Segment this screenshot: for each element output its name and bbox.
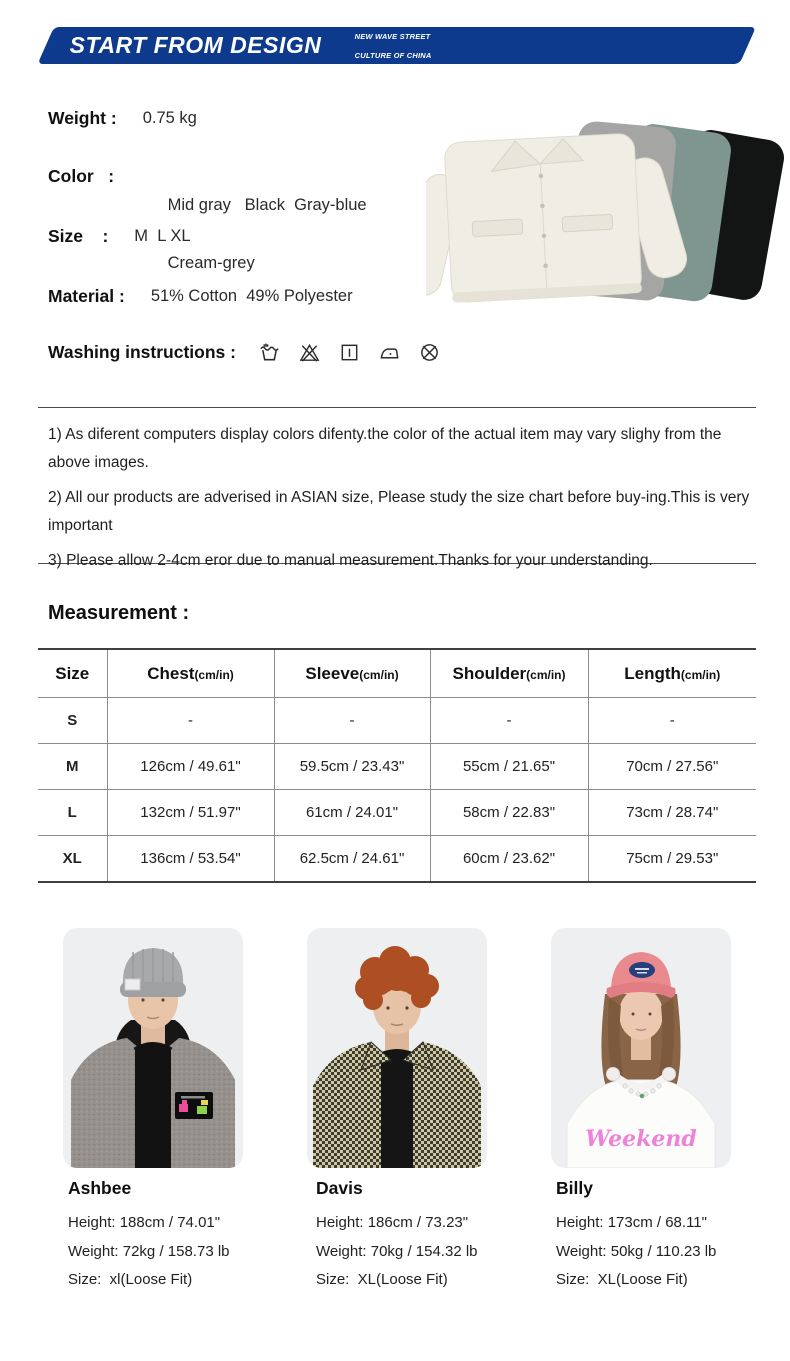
header-banner [38,27,756,64]
cell-shoulder: 55cm / 21.65" [430,744,588,790]
cell-chest: 132cm / 51.97" [107,790,274,836]
model-weight: Weight: 50kg / 110.23 lb [556,1242,717,1260]
measurement-heading: Measurement : [48,602,190,624]
model-name: Ashbee [68,1178,132,1198]
model-size: Size: XL(Loose Fit) [316,1271,448,1288]
note-item-2: 2) All our products are adverised in ASIAN size, Please study the size chart before buy-ing.This is very important [48,489,750,534]
model-photo-davis [307,928,487,1168]
model-photo-ashbee [63,928,243,1168]
cell-length: 75cm / 29.53" [588,836,756,883]
cell-size: L [38,790,107,836]
cell-shoulder: 58cm / 22.83" [430,790,588,836]
color-value-line2: Cream-grey [167,254,255,272]
model-height: Height: 186cm / 73.23" [316,1214,469,1231]
jackets-product-image [426,112,790,314]
cell-chest: 136cm / 53.54" [107,836,274,883]
header-banner-content [46,22,432,70]
cell-length: 70cm / 27.56" [588,744,756,790]
banner-subtitle-line1: NEW WAVE STREET [354,31,431,41]
do-not-dry-clean-icon [418,341,441,364]
model-height: Height: 173cm / 68.11" [556,1214,707,1231]
do-not-bleach-icon [298,341,321,364]
material-value: 51% Cotton 49% Polyester [150,287,353,305]
model-height: Height: 188cm / 74.01" [68,1214,221,1231]
col-header-length: Length(cm/in) [588,649,756,698]
table-row [38,744,756,790]
beanie [120,948,186,997]
size-label: Size : [48,226,109,246]
iron-icon [378,341,401,364]
cell-sleeve: - [274,698,430,744]
cell-shoulder: - [430,698,588,744]
measurement-table [38,648,756,883]
banner-subtitle [336,22,431,70]
cell-shoulder: 60cm / 23.62" [430,836,588,883]
washing-label: Washing instructions : [48,342,236,362]
material-row [48,284,353,311]
table-row [38,698,756,744]
cell-sleeve: 61cm / 24.01" [274,790,430,836]
pink-cap [607,952,676,998]
material-label: Material : [48,286,125,306]
beanie-label [125,979,140,990]
banner-subtitle-line2: CULTURE OF CHINA [354,50,432,60]
model-photo-billy [551,928,731,1168]
cell-sleeve: 59.5cm / 23.43" [274,744,430,790]
table-header-row [38,649,756,698]
shirt-text: Weekend [585,1126,697,1152]
cell-size: M [38,744,107,790]
cell-length: - [588,698,756,744]
size-row [48,224,191,251]
col-header-shoulder: Shoulder(cm/in) [430,649,588,698]
washing-icons [258,341,441,364]
model-name: Billy [556,1178,593,1198]
banner-title: START FROM DESIGN [69,32,322,58]
washing-row [48,340,441,364]
hand-wash-icon [258,341,281,364]
note-item-1: 1) As diferent computers display colors difenty.the color of the actual item may vary slighy from the above images. [48,426,722,471]
model-size: Size: XL(Loose Fit) [556,1271,688,1288]
weight-value: 0.75 kg [142,109,197,127]
drip-dry-icon [338,341,361,364]
color-value-line1: Mid gray Black Gray-blue [167,196,367,214]
table-row [38,836,756,883]
white-tee [567,1080,715,1168]
cell-chest: - [107,698,274,744]
weight-label: Weight : [48,108,117,128]
notes-box [38,407,756,569]
cell-chest: 126cm / 49.61" [107,744,274,790]
model-info-davis [316,1178,556,1295]
col-header-sleeve: Sleeve(cm/in) [274,649,430,698]
face [619,988,663,1040]
model-weight: Weight: 72kg / 158.73 lb [68,1242,230,1260]
size-value: M L XL [134,227,191,245]
cell-size: XL [38,836,107,883]
model-weight: Weight: 70kg / 154.32 lb [316,1242,478,1260]
model-info-billy [556,1178,790,1295]
cell-sleeve: 62.5cm / 24.61" [274,836,430,883]
col-header-size: Size [55,663,90,683]
cell-length: 73cm / 28.74" [588,790,756,836]
color-label: Color : [48,166,115,186]
table-row [38,790,756,836]
jacket-left-panel [71,1038,135,1168]
cell-size: S [38,698,107,744]
model-name: Davis [316,1178,363,1198]
note-item-3: 3) Please allow 2-4cm eror due to manual measurement.Thanks for your understanding. [48,552,653,569]
model-size: Size: xl(Loose Fit) [68,1271,193,1288]
weight-row [48,106,197,133]
chest-patch [175,1092,213,1119]
col-header-chest: Chest(cm/in) [107,649,274,698]
model-info-ashbee [68,1178,308,1295]
